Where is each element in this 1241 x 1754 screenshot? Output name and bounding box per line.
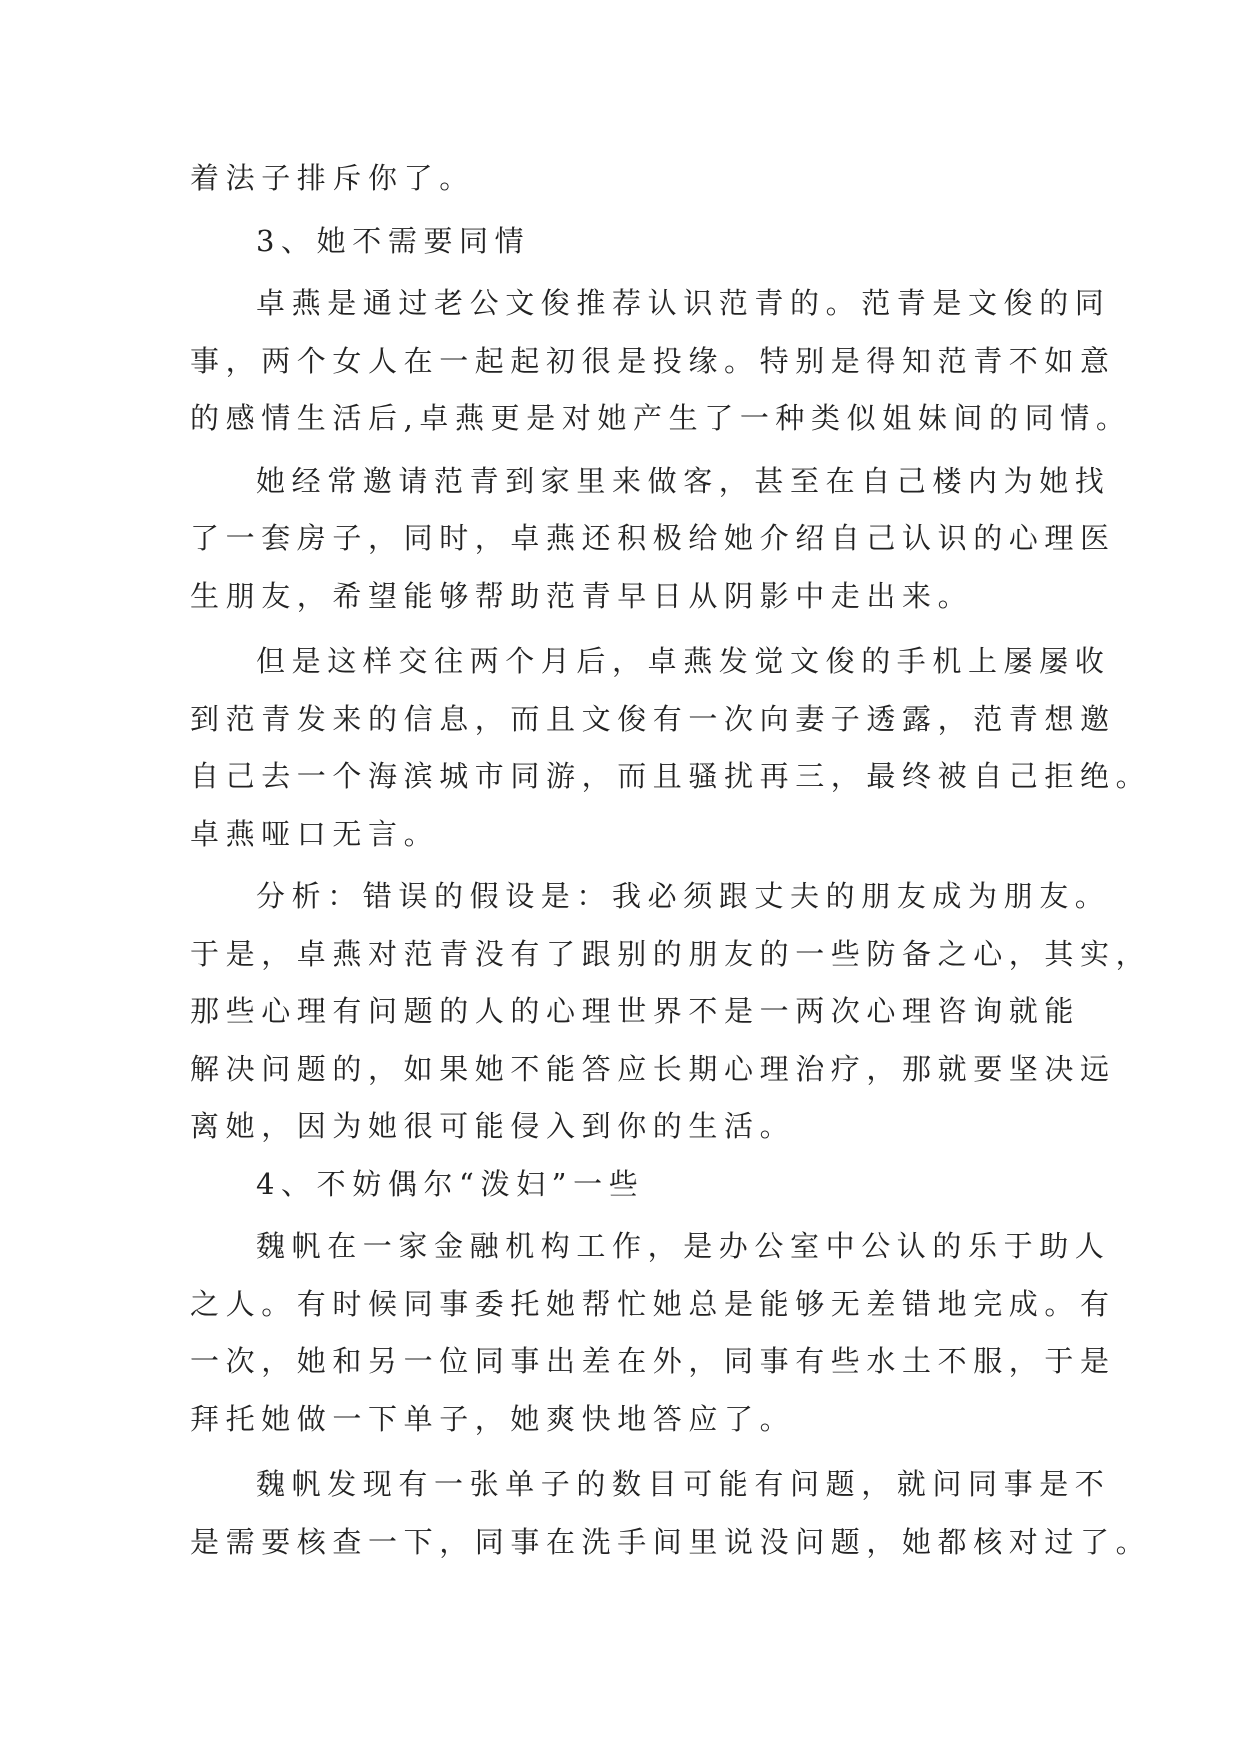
paragraph-line: 一次，她和另一位同事出差在外，同事有些水土不服，于是 — [190, 1344, 1116, 1378]
paragraph-line: 那些心理有问题的人的心理世界不是一两次心理咨询就能 — [190, 994, 1081, 1028]
document-page — [190, 150, 1152, 1571]
paragraph-line: 拜托她做一下单子，她爽快地答应了。 — [190, 1401, 796, 1436]
paragraph-line: 自己去一个海滨城市同游，而且骚扰再三，最终被自己拒绝。 — [190, 759, 1152, 793]
paragraph-line: 于是，卓燕对范青没有了跟别的朋友的一些防备之心，其实， — [190, 936, 1152, 971]
paragraph-line: 生朋友，希望能够帮助范青早日从阴影中走出来。 — [190, 578, 974, 613]
paragraph-line: 她经常邀请范青到家里来做客，甚至在自己楼内为她找 — [256, 463, 1111, 498]
paragraph-line: 了一套房子，同时，卓燕还积极给她介绍自己认识的心理医 — [190, 521, 1116, 555]
paragraph-line: 离她，因为她很可能侵入到你的生活。 — [190, 1109, 796, 1143]
paragraph-line: 分析：错误的假设是：我必须跟丈夫的朋友成为朋友。 — [256, 879, 1111, 913]
paragraph-line: 到范青发来的信息，而且文俊有一次向妻子透露，范青想邀 — [190, 701, 1116, 736]
paragraph-line: 是需要核查一下，同事在洗手间里说没问题，她都核对过了。 — [190, 1524, 1152, 1559]
paragraph-line: 魏帆发现有一张单子的数目可能有问题，就问同事是不 — [256, 1467, 1111, 1501]
paragraph-line: 的感情生活后,卓燕更是对她产生了一种类似姐妹间的同情。 — [190, 401, 1132, 435]
paragraph-line: 魏帆在一家金融机构工作，是办公室中公认的乐于助人 — [256, 1229, 1111, 1263]
section-heading: 4、不妨偶尔“泼妇”一些 — [256, 1166, 645, 1201]
paragraph-line: 解决问题的，如果她不能答应长期心理治疗，那就要坚决远 — [190, 1051, 1116, 1086]
paragraph-line: 卓燕是通过老公文俊推荐认识范青的。范青是文俊的同 — [256, 286, 1111, 320]
paragraph-line: 事，两个女人在一起起初很是投缘。特别是得知范青不如意 — [190, 343, 1116, 378]
paragraph-line: 之人。有时候同事委托她帮忙她总是能够无差错地完成。有 — [190, 1286, 1116, 1321]
paragraph-line: 但是这样交往两个月后，卓燕发觉文俊的手机上屡屡收 — [256, 644, 1111, 678]
text-line: 着法子排斥你了。 — [190, 161, 475, 195]
section-heading: 3、她不需要同情 — [256, 223, 531, 258]
paragraph-line: 卓燕哑口无言。 — [190, 816, 440, 851]
